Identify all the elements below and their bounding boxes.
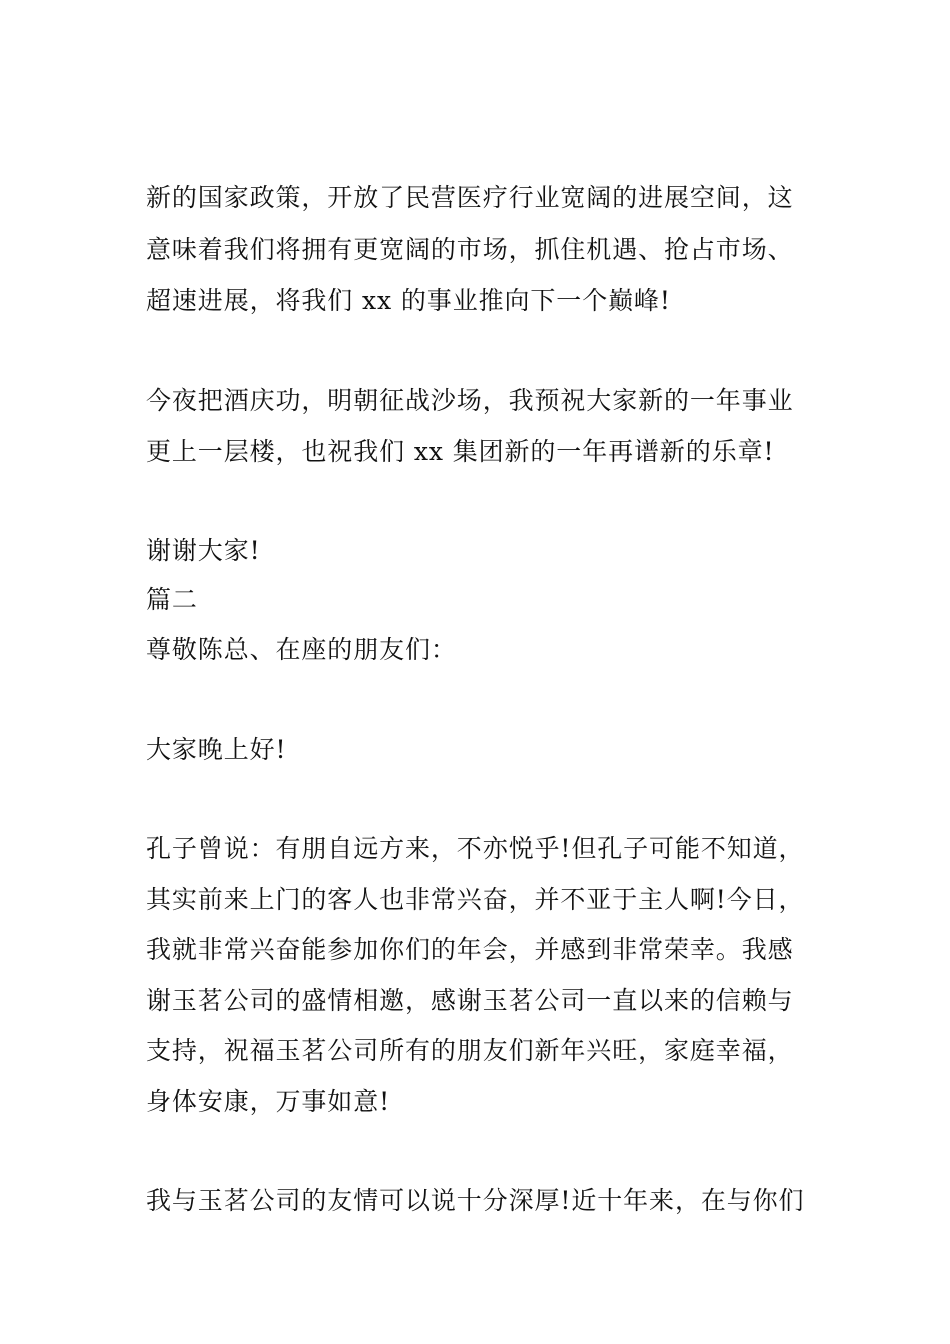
- paragraph-3-line-5: 支持，祝福玉茗公司所有的朋友们新年兴旺，家庭幸福，: [146, 1036, 794, 1065]
- paragraph-2-line-1: 今夜把酒庆功，明朝征战沙场，我预祝大家新的一年事业: [146, 386, 794, 415]
- paragraph-3-line-3: 我就非常兴奋能参加你们的年会，并感到非常荣幸。我感: [146, 935, 794, 964]
- paragraph-3-line-6: 身体安康，万事如意!: [146, 1087, 391, 1116]
- paragraph-4-line-1: 我与玉茗公司的友情可以说十分深厚!近十年来，在与你们: [146, 1186, 805, 1215]
- paragraph-2-line-2: 更上一层楼，也祝我们 xx 集团新的一年再谱新的乐章!: [146, 437, 775, 466]
- paragraph-1-line-2: 意味着我们将拥有更宽阔的市场，抓住机遇、抢占市场、: [146, 235, 794, 264]
- thanks-line: 谢谢大家!: [146, 536, 261, 565]
- greeting: 大家晚上好!: [146, 735, 287, 764]
- paragraph-3-line-4: 谢玉茗公司的盛情相邀，感谢玉茗公司一直以来的信赖与: [146, 986, 794, 1015]
- salutation: 尊敬陈总、在座的朋友们：: [146, 635, 457, 664]
- paragraph-3-line-1: 孔子曾说：有朋自远方来，不亦悦乎!但孔子可能不知道，: [146, 834, 805, 863]
- paragraph-1-line-3: 超速进展，将我们 xx 的事业推向下一个巅峰!: [146, 286, 671, 315]
- paragraph-1-line-1: 新的国家政策，开放了民营医疗行业宽阔的进展空间，这: [146, 183, 794, 212]
- section-heading: 篇二: [146, 585, 198, 614]
- paragraph-3-line-2: 其实前来上门的客人也非常兴奋，并不亚于主人啊!今日，: [146, 885, 805, 914]
